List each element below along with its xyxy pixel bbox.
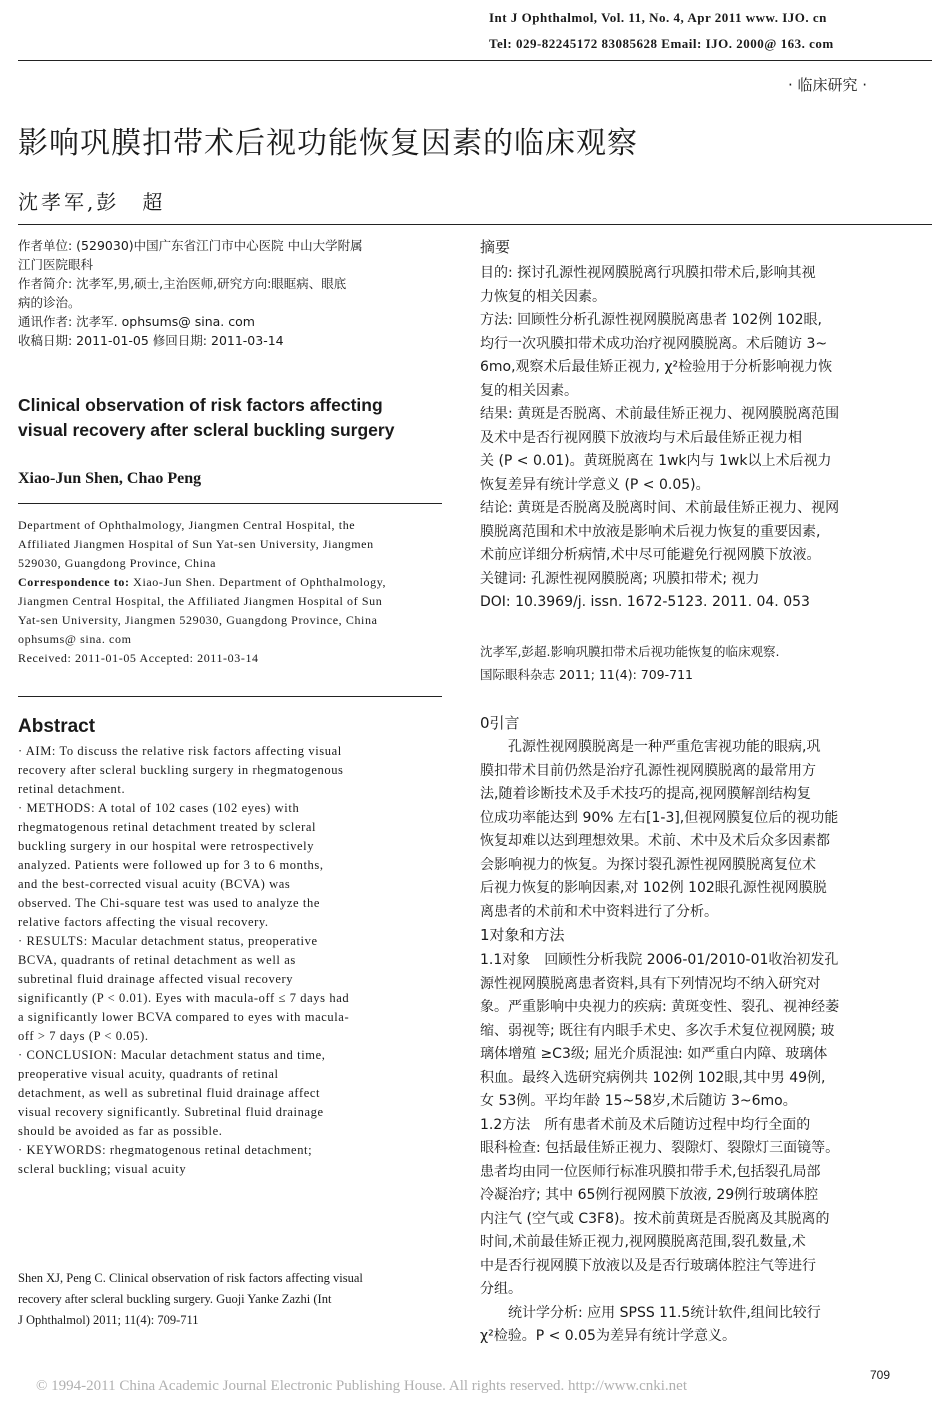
methods-line: 象。严重影响中央视力的疾病: 黄斑变性、裂孔、视神经萎 <box>480 999 840 1015</box>
title-en-line: visual recovery after scleral buckling surgery <box>18 420 395 440</box>
abstract-line: retinal detachment. <box>18 782 126 796</box>
methods-line: 积血。最终入选研究病例共 102例 102眼,其中男 49例, <box>480 1069 826 1086</box>
methods-line: 时间,术前最佳矫正视力,视网膜脱离范围,裂孔数量,术 <box>480 1234 806 1250</box>
citation-en-line: Shen XJ, Peng C. Clinical observation of risk factors affecting visual <box>18 1271 363 1285</box>
header-rule <box>18 60 932 61</box>
correspondence-line: Jiangmen Central Hospital, the Affiliated Jiangmen Hospital of Sun <box>18 594 383 608</box>
abstract-line: · CONCLUSION: Macular detachment status and time, <box>18 1048 326 1062</box>
copyright-footer: © 1994-2011 China Academic Journal Electronic Publishing House. All rights reserved. http://www.cnki.net <box>36 1378 688 1394</box>
abstract-line: off > 7 days (P < 0.05). <box>18 1029 149 1043</box>
title-en-line: Clinical observation of risk factors affecting <box>18 395 383 415</box>
abstract-cn-line: 6mo,观察术后最佳矫正视力, χ²检验用于分析影响视力恢 <box>480 359 833 375</box>
abstract-line: relative factors affecting the visual recovery. <box>18 915 269 929</box>
citation-cn-line: 沈孝军,彭超.影响巩膜扣带术后视功能恢复的临床观察. <box>480 644 780 659</box>
author-info-line: 病的诊治。 <box>18 295 81 310</box>
author-info-line: 江门医院眼科 <box>18 257 94 272</box>
abstract-line: visual recovery significantly. Subretinal fluid drainage <box>18 1105 324 1119</box>
abstract-cn-line: 均行一次巩膜扣带术成功治疗视网膜脱离。术后随访 3~ <box>480 335 828 352</box>
page-number: 709 <box>870 1368 891 1382</box>
abstract-line: a significantly lower BCVA compared to eyes with macula- <box>18 1010 350 1024</box>
authors-en: Xiao-Jun Shen, Chao Peng <box>18 470 202 487</box>
abstract-cn-heading: 摘要 <box>480 238 511 256</box>
abstract-line: observed. The Chi-square test was used to analyze the <box>18 896 320 910</box>
abstract-cn-line: 复的相关因素。 <box>480 382 578 399</box>
abstract-line: · METHODS: A total of 102 cases (102 eyes) with <box>18 801 300 815</box>
abstract-cn-line: 恢复差异有统计学意义 (P < 0.05)。 <box>480 476 710 493</box>
methods-line: 中是否行视网膜下放液以及是否行玻璃体腔注气等进行 <box>480 1257 816 1274</box>
abstract-line: preoperative visual acuity, quadrants of retinal <box>18 1067 279 1081</box>
author-info-line: 收稿日期: 2011-01-05 修回日期: 2011-03-14 <box>18 333 284 348</box>
abstract-line: rhegmatogenous retinal detachment treated by scleral <box>18 820 317 834</box>
intro-line: 会影响视力的恢复。为探讨裂孔源性视网膜脱离复位术 <box>480 856 816 873</box>
abstract-cn-line: 结论: 黄斑是否脱离及脱离时间、术前最佳矫正视力、视网 <box>480 500 840 516</box>
journal-header-line: Int J Ophthalmol, Vol. 11, No. 4, Apr 2011 www. IJO. cn <box>489 10 827 25</box>
authors-cn: 沈孝军,彭 超 <box>18 190 166 214</box>
abstract-cn-line: 膜脱离范围和术中放液是影响术后视力恢复的重要因素, <box>480 523 821 540</box>
abstract-cn-line: 及术中是否行视网膜下放液均与术后最佳矫正视力相 <box>480 429 802 446</box>
author-info-line: 作者简介: 沈孝军,男,硕士,主治医师,研究方向:眼眶病、眼底 <box>18 276 347 291</box>
abstract-cn-line: 力恢复的相关因素。 <box>480 288 606 305</box>
department-line: 529030, Guangdong Province, China <box>18 556 217 570</box>
methods-line: 1.2方法 所有患者术前及术后随访过程中均行全面的 <box>480 1116 811 1133</box>
methods-line: 患者均由同一位医师行标准巩膜扣带手术,包括裂孔局部 <box>480 1163 821 1180</box>
methods-body <box>480 949 910 1349</box>
citation-cn-line: 国际眼科杂志 2011; 11(4): 709-711 <box>480 667 693 682</box>
abstract-cn-line: 目的: 探讨孔源性视网膜脱离行巩膜扣带术后,影响其视 <box>480 265 816 281</box>
intro-body <box>480 736 910 924</box>
abstract-heading: Abstract <box>18 716 96 737</box>
dept-rule <box>18 696 442 697</box>
abstract-line: scleral buckling; visual acuity <box>18 1162 187 1176</box>
correspondence-line: ophsums@ sina. com <box>18 632 132 646</box>
abstract-cn-line: 关键词: 孔源性视网膜脱离; 巩膜扣带术; 视力 <box>480 570 760 587</box>
doi-line: DOI: 10.3969/j. issn. 1672-5123. 2011. 04. 053 <box>480 594 810 610</box>
methods-line: 冷凝治疗; 其中 65例行视网膜下放液, 29例行玻璃体腔 <box>480 1187 819 1203</box>
intro-line: 后视力恢复的影响因素,对 102例 102眼孔源性视网膜脱 <box>480 880 827 896</box>
abstract-line: BCVA, quadrants of retinal detachment as well as <box>18 953 296 967</box>
intro-line: 膜扣带术目前仍然是治疗孔源性视网膜脱离的最常用方 <box>480 762 816 779</box>
abstract-line: subretinal fluid drainage affected visual recovery <box>18 972 294 986</box>
correspondence-text: Xiao-Jun Shen. Department of Ophthalmology, <box>129 575 387 589</box>
authors-en-rule <box>18 503 442 504</box>
methods-line: 女 53例。平均年龄 15~58岁,术后随访 3~6mo。 <box>480 1093 797 1109</box>
article-title-cn: 影响巩膜扣带术后视功能恢复因素的临床观察 <box>18 126 638 161</box>
abstract-line: significantly (P < 0.01). Eyes with macula-off ≤ 7 days had <box>18 991 350 1005</box>
methods-line: 内注气 (空气或 C3F8)。按术前黄斑是否脱离及其脱离的 <box>480 1210 830 1227</box>
intro-line: 位成功率能达到 90% 左右[1-3],但视网膜复位后的视功能 <box>480 809 839 826</box>
abstract-line: recovery after scleral buckling surgery in rhegmatogenous <box>18 763 344 777</box>
author-info-line: 通讯作者: 沈孝军. ophsums@ sina. com <box>18 314 255 329</box>
abstract-line: and the best-corrected visual acuity (BCVA) was <box>18 877 291 891</box>
citation-en-line: J Ophthalmol) 2011; 11(4): 709-711 <box>18 1313 199 1327</box>
author-info-line: 作者单位: (529030)中国广东省江门市中心医院 中山大学附属 <box>18 238 363 253</box>
department-line: Department of Ophthalmology, Jiangmen Central Hospital, the <box>18 518 356 532</box>
intro-line: 离患者的术前和术中资料进行了分析。 <box>480 903 718 920</box>
intro-line: 恢复却难以达到理想效果。术前、术中及术后众多因素都 <box>480 833 830 849</box>
abstract-cn-line: 关 (P < 0.01)。黄斑脱离在 1wk内与 1wk以上术后视力 <box>480 453 832 469</box>
title-rule <box>18 224 932 225</box>
intro-heading: 0引言 <box>480 714 520 732</box>
abstract-line: detachment, as well as subretinal fluid drainage affect <box>18 1086 321 1100</box>
intro-line: 法,随着诊断技术及手术技巧的提高,视网膜解剖结构复 <box>480 786 811 802</box>
methods-line: 缩、弱视等; 既往有内眼手术史、多次手术复位视网膜; 玻 <box>480 1022 835 1039</box>
correspondence-line <box>18 573 448 592</box>
citation-en <box>18 1268 448 1331</box>
methods-heading: 1对象和方法 <box>480 926 565 944</box>
abstract-cn-line: 术前应详细分析病情,术中尽可能避免行视网膜下放液。 <box>480 547 821 563</box>
article-title-en <box>18 393 458 443</box>
author-info-block <box>18 236 448 350</box>
abstract-line: · AIM: To discuss the relative risk factors affecting visual <box>18 744 342 758</box>
stats-line: 统计学分析: 应用 SPSS 11.5统计软件,组间比较行 <box>508 1304 821 1321</box>
stats-line: χ²检验。P < 0.05为差异有统计学意义。 <box>480 1328 736 1344</box>
abstract-line: buckling surgery in our hospital were retrospectively <box>18 839 315 853</box>
methods-line: 源性视网膜脱离患者资料,具有下列情况均不纳入研究对 <box>480 975 821 992</box>
abstract-line: analyzed. Patients were followed up for 3 to 6 months, <box>18 858 324 872</box>
department-line: Affiliated Jiangmen Hospital of Sun Yat-sen University, Jiangmen <box>18 537 374 551</box>
received-line: Received: 2011-01-05 Accepted: 2011-03-14 <box>18 651 259 665</box>
section-label: · 临床研究 · <box>788 76 868 94</box>
methods-line: 眼科检查: 包括最佳矫正视力、裂隙灯、裂隙灯三面镜等。 <box>480 1140 840 1156</box>
abstract-line: · RESULTS: Macular detachment status, preoperative <box>18 934 318 948</box>
intro-line: 孔源性视网膜脱离是一种严重危害视功能的眼病,巩 <box>508 739 821 755</box>
methods-line: 璃体增殖 ≥C3级; 屈光介质混浊: 如严重白内障、玻璃体 <box>480 1046 828 1062</box>
abstract-cn-line: 结果: 黄斑是否脱离、术前最佳矫正视力、视网膜脱离范围 <box>480 406 840 422</box>
abstract-body <box>18 742 448 1179</box>
department-block <box>18 516 448 668</box>
abstract-cn-body <box>480 262 910 615</box>
citation-en-line: recovery after scleral buckling surgery. Guoji Yanke Zazhi (Int <box>18 1292 332 1306</box>
methods-line: 分组。 <box>480 1281 522 1297</box>
methods-line: 1.1对象 回顾性分析我院 2006-01/2010-01收治初发孔 <box>480 952 839 968</box>
journal-contact-line: Tel: 029-82245172 83085628 Email: IJO. 2000@ 163. com <box>489 36 834 51</box>
abstract-line: · KEYWORDS: rhegmatogenous retinal detachment; <box>18 1143 313 1157</box>
abstract-line: should be avoided as far as possible. <box>18 1124 223 1138</box>
correspondence-line: Yat-sen University, Jiangmen 529030, Guangdong Province, China <box>18 613 378 627</box>
correspondence-label: Correspondence to: <box>18 575 130 589</box>
citation-cn <box>480 640 910 686</box>
abstract-cn-line: 方法: 回顾性分析孔源性视网膜脱离患者 102例 102眼, <box>480 312 822 328</box>
